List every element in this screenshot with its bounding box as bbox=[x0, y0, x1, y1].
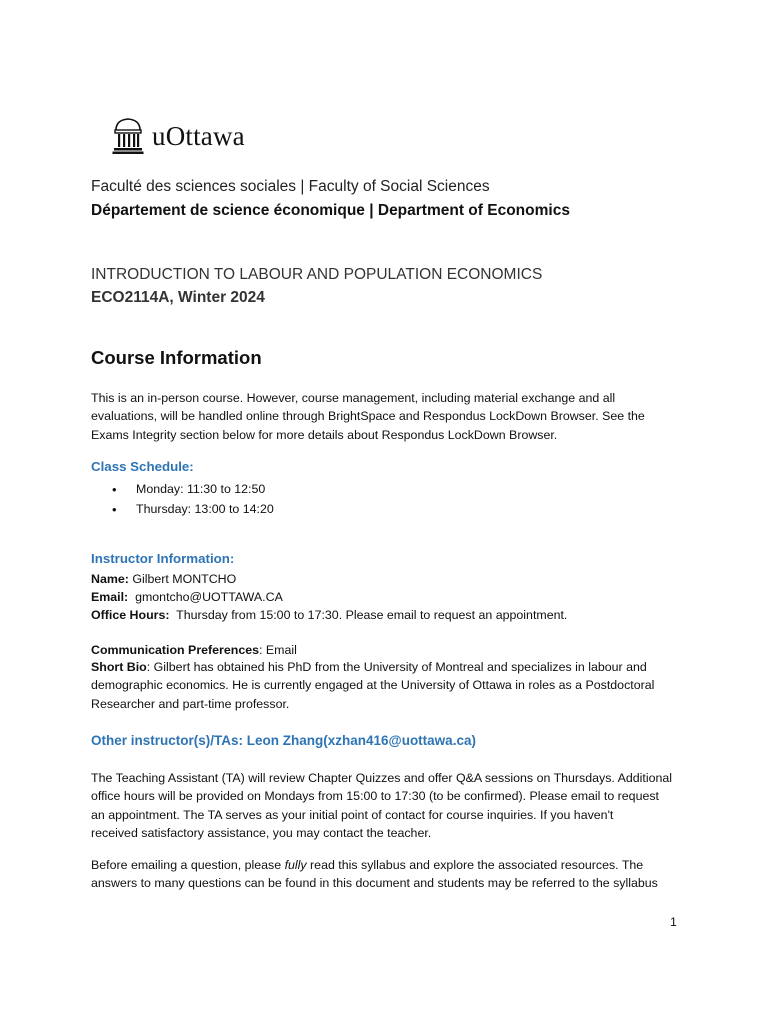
before-emailing-paragraph bbox=[91, 856, 691, 893]
email-value: gmontcho@UOTTAWA.CA bbox=[128, 590, 283, 604]
name-value: Gilbert MONTCHO bbox=[128, 572, 237, 586]
text-segment: read this syllabus and explore the associated resources. The bbox=[306, 858, 644, 872]
paragraph-line: answers to many questions can be found in this document and students may be referred to the syllabus bbox=[91, 876, 658, 891]
course-intro-paragraph bbox=[91, 389, 691, 444]
instructor-information-heading: Instructor Information: bbox=[91, 551, 235, 566]
communication-label: Communication Preferences bbox=[91, 643, 260, 657]
paragraph-line: office hours will be provided on Mondays from 15:00 to 17:30 (to be confirmed). Please email to request bbox=[91, 789, 659, 804]
schedule-item: • Monday: 11:30 to 12:50 bbox=[112, 480, 274, 500]
email-label: Email: bbox=[91, 590, 129, 604]
paragraph-line: Researcher and part-time professor. bbox=[91, 696, 290, 711]
uottawa-logo bbox=[110, 116, 245, 156]
class-schedule-heading: Class Schedule: bbox=[91, 459, 194, 474]
office-hours-label: Office Hours: bbox=[91, 608, 170, 622]
paragraph-line: The Teaching Assistant (TA) will review Chapter Quizzes and offer Q&A sessions on Thursdays. Additional bbox=[91, 771, 673, 785]
logo-wordmark: uOttawa bbox=[152, 120, 245, 151]
ta-paragraph bbox=[91, 769, 691, 842]
paragraph-line bbox=[91, 856, 691, 874]
paragraph-line: This is an in-person course. However, course management, including material exchange and all bbox=[91, 391, 616, 405]
instructor-name bbox=[91, 570, 236, 588]
paragraph-line: received satisfactory assistance, you may contact the teacher. bbox=[91, 825, 432, 840]
schedule-list bbox=[112, 480, 274, 519]
course-information-heading: Course Information bbox=[91, 347, 262, 368]
communication-preferences bbox=[91, 641, 297, 659]
office-hours bbox=[91, 606, 567, 624]
other-instructors-heading: Other instructor(s)/TAs: Leon Zhang(xzhan416@uottawa.ca) bbox=[91, 733, 476, 748]
short-bio-label: Short Bio bbox=[91, 660, 147, 674]
short-bio-paragraph bbox=[91, 658, 691, 713]
schedule-item: • Thursday: 13:00 to 14:20 bbox=[112, 500, 274, 520]
short-bio-text: : Gilbert has obtained his PhD from the University of Montreal and specializes in labour and bbox=[146, 660, 647, 674]
communication-value: : Email bbox=[259, 643, 297, 657]
course-title: INTRODUCTION TO LABOUR AND POPULATION ECONOMICS bbox=[91, 266, 543, 283]
paragraph-line: evaluations, will be handled online through BrightSpace and Respondus LockDown Browser. See the bbox=[91, 409, 645, 424]
faculty-name: Faculté des sciences sociales | Faculty of Social Sciences bbox=[91, 178, 490, 195]
page-number: 1 bbox=[670, 915, 677, 929]
paragraph-line bbox=[91, 658, 691, 676]
emphasis-text: fully bbox=[284, 858, 307, 872]
paragraph-line: Exams Integrity section below for more details about Respondus LockDown Browser. bbox=[91, 427, 558, 442]
university-building-icon bbox=[110, 116, 146, 156]
department-name: Département de science économique | Department of Economics bbox=[91, 202, 570, 219]
course-code: ECO2114A, Winter 2024 bbox=[91, 289, 265, 306]
text-segment: Before emailing a question, please bbox=[91, 858, 285, 872]
paragraph-line: demographic economics. He is currently engaged at the University of Ottawa in roles as a Postdoctoral bbox=[91, 678, 655, 693]
office-hours-value: Thursday from 15:00 to 17:30. Please email to request an appointment. bbox=[169, 608, 568, 622]
name-label: Name: bbox=[91, 572, 129, 586]
instructor-email bbox=[91, 588, 283, 606]
paragraph-line: an appointment. The TA serves as your initial point of contact for course inquiries. If you haven't bbox=[91, 807, 614, 822]
